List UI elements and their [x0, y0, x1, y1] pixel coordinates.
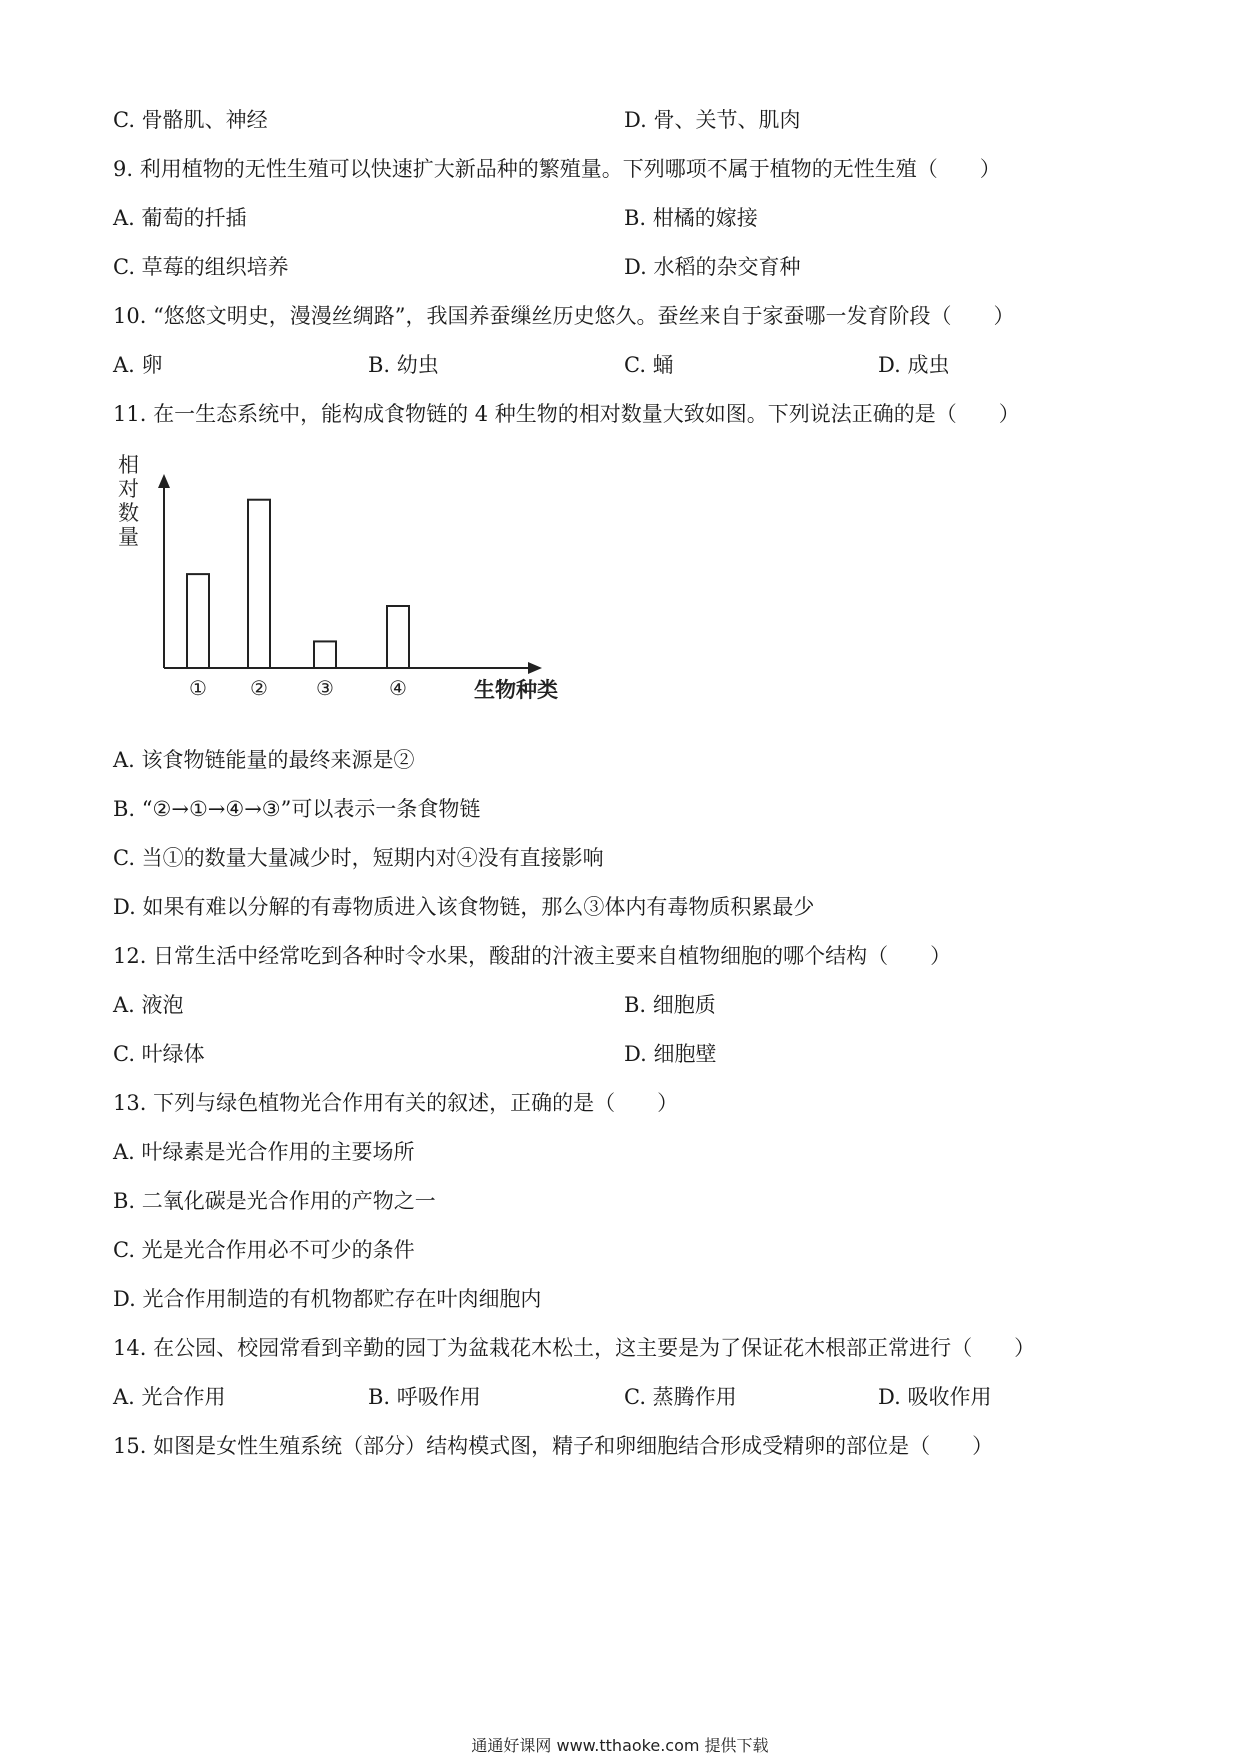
q13-stem: 13. 下列与绿色植物光合作用有关的叙述，正确的是（ ）	[113, 1091, 679, 1115]
page-footer: 通通好课网 www.tthaoke.com 提供下载	[471, 1736, 769, 1755]
bar-3	[314, 641, 336, 668]
q12-option-a: A. 液泡	[113, 993, 184, 1017]
tick-label-3: ③	[316, 676, 334, 700]
tick-label-2: ②	[250, 676, 268, 700]
q14-stem: 14. 在公园、校园常看到辛勤的园丁为盆栽花木松土，这主要是为了保证花木根部正常进行（ ）	[113, 1336, 1036, 1360]
q14-option-d: D. 吸收作用	[878, 1385, 992, 1409]
q9-option-b: B. 柑橘的嫁接	[624, 206, 758, 230]
q10-option-a: A. 卵	[113, 353, 163, 377]
q9-option-a: A. 葡萄的扦插	[113, 206, 247, 230]
q11-option-d: D. 如果有难以分解的有毒物质进入该食物链，那么③体内有毒物质积累最少	[113, 895, 815, 919]
q12-option-c: C. 叶绿体	[113, 1042, 205, 1066]
q9-stem: 9. 利用植物的无性生殖可以快速扩大新品种的繁殖量。下列哪项不属于植物的无性生殖（ ）	[113, 157, 1001, 181]
tick-label-4: ④	[389, 676, 407, 700]
q11-stem: 11. 在一生态系统中，能构成食物链的 4 种生物的相对数量大致如图。下列说法正确的是（ ）	[113, 402, 1020, 426]
bar-4	[387, 606, 409, 668]
q13-option-c: C. 光是光合作用必不可少的条件	[113, 1238, 415, 1262]
y-axis-label: 相对数量	[118, 453, 139, 549]
q13-option-b: B. 二氧化碳是光合作用的产物之一	[113, 1189, 436, 1213]
bar-1	[187, 574, 209, 668]
bar-2	[248, 500, 270, 668]
q11-option-a: A. 该食物链能量的最终来源是②	[113, 748, 415, 772]
q10-stem: 10. “悠悠文明史，漫漫丝绸路”，我国养蚕缫丝历史悠久。蚕丝来自于家蚕哪一发育阶段（ ）	[113, 304, 1015, 328]
q14-option-b: B. 呼吸作用	[368, 1385, 481, 1409]
q9-option-d: D. 水稻的杂交育种	[624, 255, 801, 279]
q13-option-d: D. 光合作用制造的有机物都贮存在叶肉细胞内	[113, 1287, 542, 1311]
q9-option-c: C. 草莓的组织培养	[113, 255, 289, 279]
x-axis-label: 生物种类	[474, 677, 558, 702]
q10-option-d: D. 成虫	[878, 353, 950, 377]
q14-option-c: C. 蒸腾作用	[624, 1385, 737, 1409]
q15-stem: 15. 如图是女性生殖系统（部分）结构模式图，精子和卵细胞结合形成受精卵的部位是（ ）	[113, 1434, 994, 1458]
q11-option-c: C. 当①的数量大量减少时，短期内对④没有直接影响	[113, 846, 604, 870]
q12-option-b: B. 细胞质	[624, 993, 716, 1017]
q11-option-b: B. “②→①→④→③”可以表示一条食物链	[113, 797, 481, 821]
q12-option-d: D. 细胞壁	[624, 1042, 717, 1066]
q8-option-c: C. 骨骼肌、神经	[113, 108, 268, 132]
q14-option-a: A. 光合作用	[113, 1385, 226, 1409]
q13-option-a: A. 叶绿素是光合作用的主要场所	[113, 1140, 415, 1164]
y-axis-arrow	[158, 474, 170, 488]
tick-label-1: ①	[189, 676, 207, 700]
x-axis-arrow	[528, 662, 542, 674]
food-chain-bar-chart	[118, 452, 598, 714]
q8-option-d: D. 骨、关节、肌肉	[624, 108, 801, 132]
q10-option-b: B. 幼虫	[368, 353, 439, 377]
q12-stem: 12. 日常生活中经常吃到各种时令水果，酸甜的汁液主要来自植物细胞的哪个结构（ ）	[113, 944, 952, 968]
q10-option-c: C. 蛹	[624, 353, 674, 377]
